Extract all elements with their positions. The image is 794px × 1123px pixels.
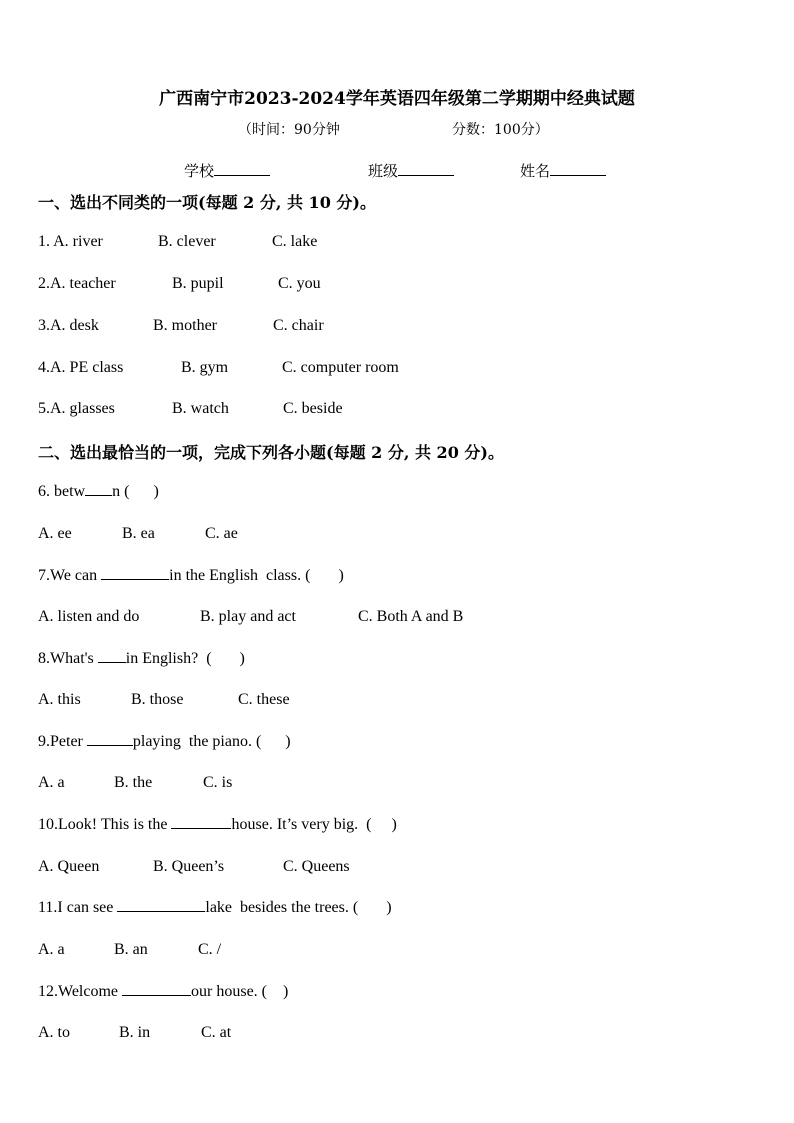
q3-option-a: 3.A. desk	[38, 317, 99, 334]
class-label: 班级	[368, 162, 399, 180]
q11-blank	[117, 899, 205, 912]
q11-option-a: A. a	[38, 941, 65, 958]
q8-option-c: C. these	[238, 691, 290, 708]
q8-option-b: B. those	[131, 691, 184, 708]
q4-option-c: C. computer room	[282, 359, 399, 376]
question-6	[38, 483, 159, 501]
section2-heading: 二、选出最恰当的一项，完成下列各小题(每题 2 分, 共 20 分)。	[38, 443, 504, 462]
q5-option-b: B. watch	[172, 400, 229, 417]
name-label: 姓名	[520, 162, 551, 180]
question-10	[38, 816, 397, 834]
q8-blank	[98, 650, 126, 663]
question-9	[38, 733, 291, 751]
q9-stem-start: 9.Peter	[38, 733, 87, 750]
q9-option-c: C. is	[203, 774, 233, 791]
q12-option-a: A. to	[38, 1024, 70, 1041]
q8-stem-end: in English? ( )	[125, 650, 245, 667]
q10-option-a: A. Queen	[38, 858, 100, 875]
q9-blank	[87, 733, 133, 746]
q10-blank	[171, 816, 231, 829]
q6-option-b: B. ea	[122, 525, 155, 542]
q11-stem-start: 11.I can see	[38, 899, 118, 916]
q12-option-b: B. in	[119, 1024, 151, 1041]
question-11	[38, 899, 392, 917]
q11-option-b: B. an	[114, 941, 148, 958]
q6-option-a: A. ee	[38, 525, 72, 542]
q1-option-a: 1. A. river	[38, 233, 103, 250]
class-field	[368, 160, 454, 181]
q3-option-c: C. chair	[273, 317, 324, 334]
page-title: 广西南宁市2023-2024学年英语四年级第二学期期中经典试题	[159, 89, 635, 109]
q8-stem-start: 8.What's	[38, 650, 98, 667]
exam-score: 分数：100分）	[452, 122, 549, 138]
q7-option-a: A. listen and do	[38, 608, 140, 625]
school-label: 学校	[184, 162, 215, 180]
school-blank	[214, 161, 270, 176]
q10-stem-end: house. It’s very big. ( )	[231, 816, 397, 833]
q1-option-c: C. lake	[272, 233, 318, 250]
q6-option-c: C. ae	[205, 525, 238, 542]
class-blank	[398, 161, 454, 176]
q6-blank	[85, 483, 112, 496]
q11-stem-end: lake besides the trees. ( )	[205, 899, 392, 916]
question-7	[38, 567, 344, 585]
q9-option-a: A. a	[38, 774, 65, 791]
q2-option-c: C. you	[278, 275, 321, 292]
question-12	[38, 983, 288, 1001]
q9-option-b: B. the	[114, 774, 153, 791]
q3-option-b: B. mother	[153, 317, 217, 334]
q4-option-b: B. gym	[181, 359, 229, 376]
question-8	[38, 650, 245, 668]
q2-option-a: 2.A. teacher	[38, 275, 116, 292]
school-field	[184, 160, 270, 181]
name-field	[520, 160, 606, 181]
q5-option-a: 5.A. glasses	[38, 400, 115, 417]
q4-option-a: 4.A. PE class	[38, 359, 124, 376]
q12-stem-end: our house. ( )	[191, 983, 289, 1000]
q6-stem-start: 6. betw	[38, 483, 86, 500]
exam-time: （时间：90分钟	[238, 122, 340, 138]
q7-stem-start: 7.We can	[38, 567, 102, 584]
q7-option-b: B. play and act	[200, 608, 296, 625]
q2-option-b: B. pupil	[172, 275, 224, 292]
q10-option-b: B. Queen’s	[153, 858, 225, 875]
q10-stem-start: 10.Look! This is the	[38, 816, 172, 833]
q7-blank	[101, 567, 169, 580]
q12-blank	[122, 983, 191, 996]
q12-stem-start: 12.Welcome	[38, 983, 123, 1000]
q10-option-c: C. Queens	[283, 858, 350, 875]
name-blank	[550, 161, 606, 176]
q7-option-c: C. Both A and B	[358, 608, 464, 625]
q12-option-c: C. at	[201, 1024, 232, 1041]
q5-option-c: C. beside	[283, 400, 343, 417]
q11-option-c: C. /	[198, 941, 222, 958]
q7-stem-end: in the English class. ( )	[169, 567, 344, 584]
q1-option-b: B. clever	[158, 233, 216, 250]
q8-option-a: A. this	[38, 691, 81, 708]
section1-heading: 一、选出不同类的一项(每题 2 分, 共 10 分)。	[38, 193, 376, 212]
q6-stem-end: n ( )	[112, 483, 159, 500]
q9-stem-end: playing the piano. ( )	[132, 733, 291, 750]
